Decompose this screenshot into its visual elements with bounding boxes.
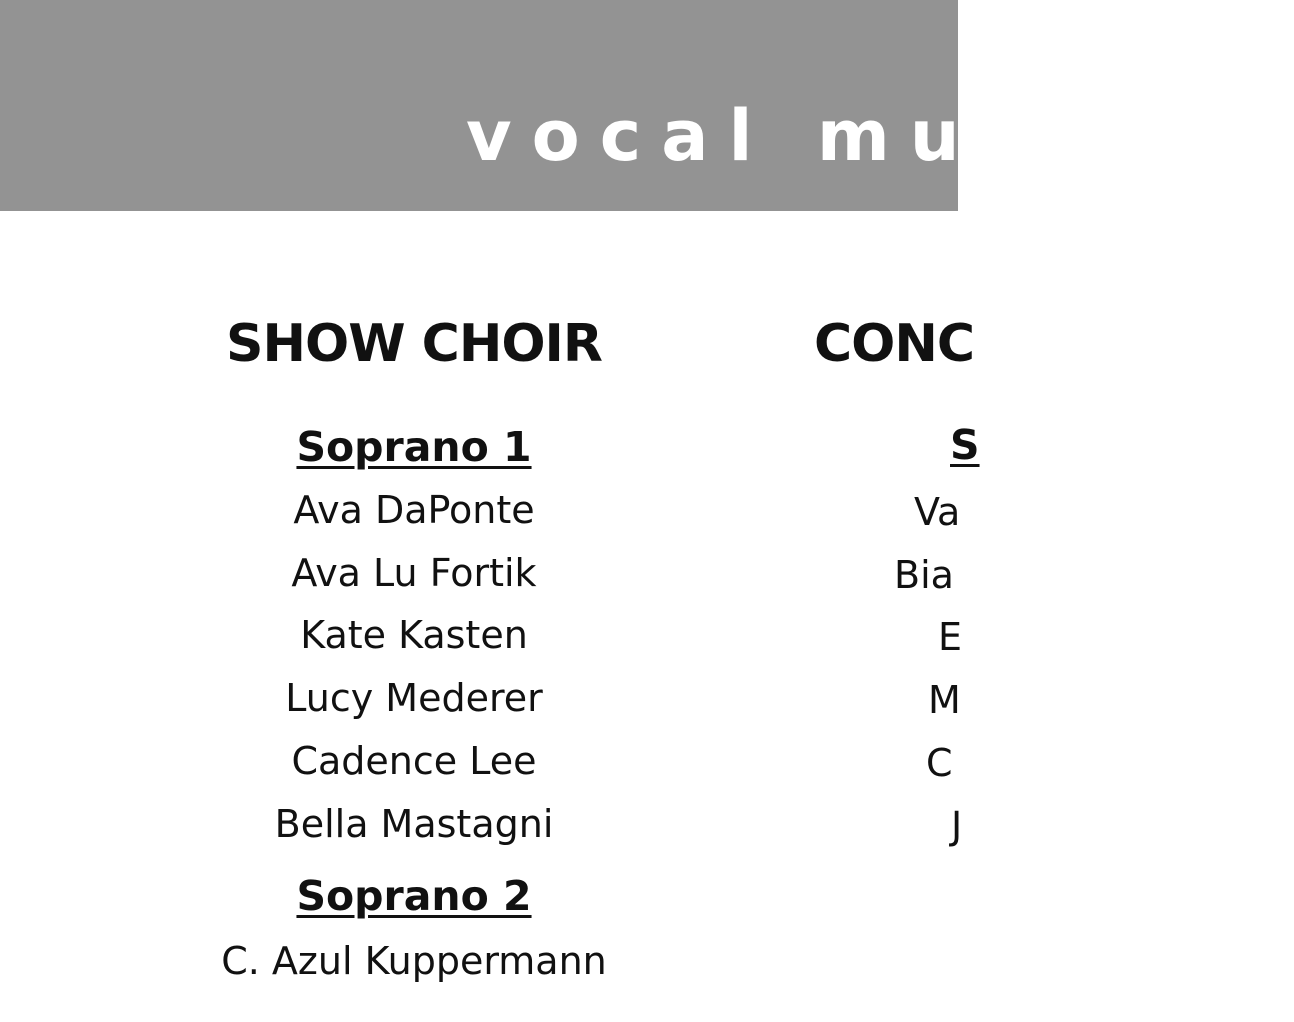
page-banner <box>0 0 1042 211</box>
list-item: Ava Lu Fortik <box>291 550 537 595</box>
list-item: E <box>938 615 963 659</box>
soprano-2-heading: Soprano 2 <box>296 872 532 921</box>
concert-choir-heading: CONC <box>814 314 975 374</box>
list-item: Bia <box>894 553 954 597</box>
concert-choir-section-heading: S <box>950 421 980 469</box>
soprano-1-list <box>174 479 654 855</box>
list-item: C. Azul Kuppermann <box>221 939 607 984</box>
list-item: Bella Mastagni <box>274 801 554 846</box>
banner-title: vocal mus <box>466 95 1042 177</box>
show-choir-heading: SHOW CHOIR <box>226 314 602 374</box>
list-item: Kate Kasten <box>300 613 528 658</box>
list-item: C <box>926 741 953 785</box>
concert-choir-column <box>814 308 1294 380</box>
list-item: Ava DaPonte <box>293 488 535 532</box>
show-choir-column <box>174 308 654 993</box>
list-item: Lucy Mederer <box>285 676 543 721</box>
list-item: M <box>928 678 961 722</box>
list-item: J <box>951 804 963 848</box>
soprano-2-list <box>174 930 654 993</box>
list-item: Cadence Lee <box>291 738 537 783</box>
list-item: Va <box>914 490 961 534</box>
soprano-1-heading: Soprano 1 <box>296 423 532 471</box>
